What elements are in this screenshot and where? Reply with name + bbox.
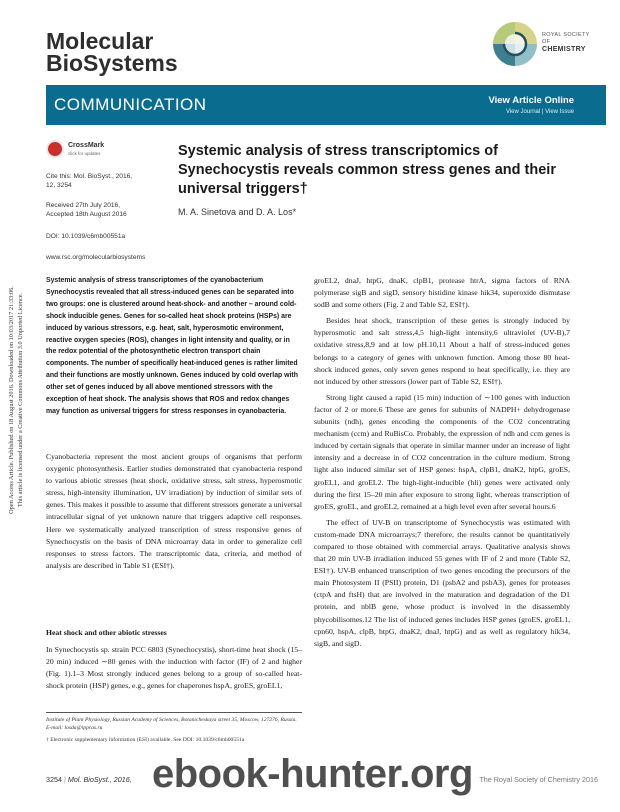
open-access-line1[interactable]: Open Access Article. Published on 18 August 2016. Downloaded on 10/03/2017 21:33:06.: [8, 286, 15, 514]
body-column-right: [314, 275, 570, 654]
body-column-left: [46, 451, 302, 576]
right-paragraph-3: Strong light caused a rapid (15 min) induction of ∼100 genes with induction factor of 2 or more.6 These are genes for subunits of NADPH+ dehydrogenase subunits (ndh), genes encoding the components of the CO2 concentrating mechanism (ccm) and RuBisCo. Probably, the expression of ndh and ccm genes is induced by certain signals that operate in similar manner under an increase of light intensity and a decrease in of CO2 concentration in the culture medium. Strong light also induced similar set of HSP genes: hspA, clpB1, dnaK2, htpG, groES, groEL1, and groEL2. The high-light-inducible (hli) genes were activated only during the first 15–20 min after exposure to strong light, whereas transcription of groES, groEL, and groEL2, remained at a high level even after several hours.6: [314, 392, 570, 511]
journal-title: [46, 30, 178, 74]
crossmark-badge[interactable]: [46, 140, 116, 162]
right-paragraph-2: Besides heat shock, transcription of these genes is strongly induced by hyperosmotic and salt stress,4,5 high-light intensity,6 ultraviolet (UV-B),7 oxidative stress,8,9 and at low pH.10,11 About a half of stress-induced genes belongs to a category of genes with unknown function. Among those 80 heat-shock induced genes, only seven genes respond to heat specifically, i.e. they are not induced by other stressors (lower part of Table S2, ESI†).: [314, 316, 570, 386]
article-type-label: COMMUNICATION: [54, 95, 207, 114]
journal-website[interactable]: www.rsc.org/molecularbiosystems: [46, 254, 146, 261]
article-type-banner: [46, 85, 606, 125]
journal-title-line1: Molecular: [46, 28, 154, 54]
rsc-line2: OF: [542, 39, 551, 45]
open-access-side-note: [2, 140, 30, 660]
heat-shock-paragraph: In Synechocystis sp. strain PCC 6803 (Synechocystis), short-time heat shock (15–20 min) induced ∼80 genes with the induction with factor (IF) of 2 and higher (Fig. 1).1–3 Most strongly induced genes belong to a group of so-called heat-shock protein (HSP) genes, e.g., genes for chaperones hspA, groES, groEL1,: [46, 645, 302, 691]
article-authors: M. A. Sinetova and D. A. Los*: [178, 207, 297, 217]
footer-copyright: The Royal Society of Chemistry 2016: [479, 775, 598, 784]
rsc-wordmark: [542, 32, 590, 54]
footer-journal-ref: Mol. BioSyst., 2016,: [67, 775, 132, 784]
crossmark-label: CrossMark: [68, 142, 105, 149]
journal-title-line2: BioSystems: [46, 50, 178, 76]
open-access-line2[interactable]: This article is licensed under a Creative Commons Attribution 3.0 Unported Licence.: [17, 292, 24, 508]
right-paragraph-4: The effect of UV-B on transcriptome of Synechocystis was estimated with custom-made DNA microarrays;7 therefore, the results cannot be quantitatively compared to those obtained with commercial arrays. Qualitative analysis shows that 20 min UV-B irradiation induced 55 genes with IF of 2 and more (Table S2, ESI†). UV-B enhanced transcription of two genes encoding the precursors of the main Photosystem II (PSII) protein, D1 (psbA2 and psbA3), genes for proteases (ctpA and ftsH) that are involved in the maturation and degradation of the D1 protein, and nblB gene, whose product is involved in the disassembly phycobilisomes.12 The list of induced genes includes HSP genes (groES, groEL1, cpn60, hspA, clpB, htpG, dnaK2, dnaJ, htpG) and as well as regulatory hik34, sigB, and sigD.: [314, 517, 570, 648]
doi[interactable]: DOI: 10.1039/c6mb00551a: [46, 233, 126, 240]
cite-line1: Cite this: Mol. BioSyst., 2016,: [46, 173, 133, 180]
view-journal-issue-links[interactable]: View Journal | View Issue: [505, 109, 574, 115]
abstract: Systemic analysis of stress transcriptomes of the cyanobacterium Synechocystis revealed that all stress-induced genes can be separated into two groups: one is clustered around heat-shock- and another – around cold-shock inducible genes. Genes for so-called heat shock proteins (HSPs) are induced by various stressors, e.g. heat, salt, hyperosmotic environment, reactive oxygen species (ROS), changes in light intensity and quality, or in the redox potential of the photosynthetic electron transport chain components. The number of specifically heat-induced genes is rather limited and their functions are mostly unknown. Genes induced by cold overlap with other set of genes induced by all above mentioned stressors with the exception of heat shock. The analysis shows that ROS and redox changes may function as universal triggers for stress responses in cyanobacteria.: [46, 277, 298, 415]
rsc-line1: ROYAL SOCIETY: [542, 32, 590, 38]
rsc-emblem-icon: [490, 18, 540, 70]
rsc-logo[interactable]: [490, 18, 600, 70]
accepted-date: Accepted 18th August 2016: [46, 211, 127, 218]
received-accepted: [46, 201, 127, 219]
article-title: Systemic analysis of stress transcriptomics of Synechocystis reveals common stress genes and their universal triggers†: [178, 143, 556, 197]
esi-footnote: † Electronic supplementary information (ESI) available. See DOI: 10.1039/c6mb00551a: [46, 737, 245, 743]
section-heading: Heat shock and other abiotic stresses: [46, 628, 167, 637]
page-footer: 3254 | Mol. BioSyst., 2016,: [46, 775, 132, 784]
cite-this: [46, 172, 132, 190]
watermark: ebook-hunter.org: [152, 752, 473, 796]
intro-paragraph: Cyanobacteria represent the most ancient groups of organisms that perform oxygenic photosynthesis. Earlier studies demonstrated that cyanobacteria respond to various abiotic stresses (heat shock, oxidative stress, salt stress, hyperosmotic stress, high-intensity illumination, UV irradiation) by induction of similar sets of genes. This makes it possible to assume that different stressors generate a universal intracellular signal of yet unknown nature that triggers adaptive cell responses. Here we systematically analyzed transcription of stress responsive genes of Synechocystis on the basis of DNA microarray data in order to generalize cell responses to stress factors. The transcriptomic data, criteria, and method of analysis are described in Table S1 (ESI†).: [46, 452, 302, 570]
rsc-line3: CHEMISTRY: [542, 46, 586, 53]
view-article-online-link[interactable]: View Article Online: [488, 95, 574, 106]
page-number: 3254: [46, 775, 62, 784]
affiliation-footnote: Institute of Plant Physiology, Russian Academy of Sciences, Botanicheskaya street 35, Moscow, 127276, Russia. E-mail: losda@ippras.ru: [46, 717, 297, 732]
right-paragraph-1: groEL2, dnaJ, htpG, dnaK, clpB1, protease htrA, sigma factors of RNA polymerase sigB and sigD, sensory histidine kinase hik34, superoxide dismutase sodB and some others (Fig. 2 and Table S2, ESI†).: [314, 276, 570, 310]
footnote-divider: [46, 712, 302, 713]
cite-line2: 12, 3254: [46, 182, 72, 189]
crossmark-icon: [46, 140, 64, 158]
body-column-left-2: [46, 644, 302, 696]
crossmark-sub: click for updates: [68, 151, 101, 156]
received-date: Received 27th July 2016,: [46, 202, 121, 209]
